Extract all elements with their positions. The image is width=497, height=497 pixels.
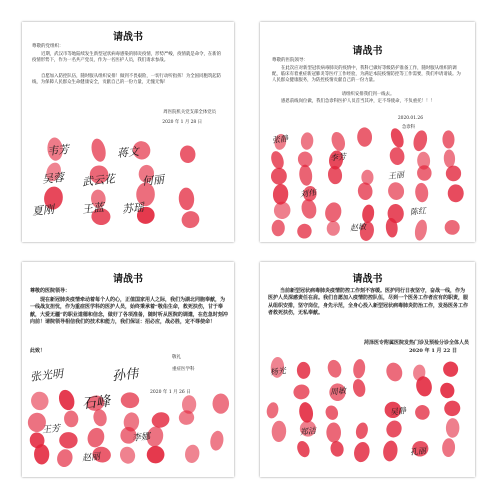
- fingerprint-mark: [388, 146, 405, 166]
- letter-body: 此致！: [30, 348, 46, 354]
- letter-date: 2020 年 1 月 28 日: [162, 120, 202, 125]
- handwritten-signature: 石峰: [81, 393, 111, 413]
- fingerprint-mark: [271, 420, 286, 442]
- letter-date: 2020.01.26: [397, 116, 423, 121]
- handwritten-signature: 吴蓉: [41, 170, 65, 187]
- handwritten-signature: 武云花: [81, 172, 116, 189]
- fingerprint-mark: [446, 418, 460, 438]
- fingerprint-mark: [351, 378, 366, 398]
- fingerprint-mark: [292, 383, 311, 401]
- letter-title: 请战书: [352, 46, 383, 57]
- fingerprint-mark: [352, 359, 366, 380]
- fingerprint-mark: [150, 410, 172, 430]
- handwritten-signature: 孔丽: [409, 446, 427, 457]
- handwritten-signature: 韦芳: [46, 142, 70, 159]
- fingerprint-mark: [384, 418, 404, 439]
- fingerprint-mark: [329, 440, 345, 458]
- letter-body: 近期，武汉市等地陆续发生新型冠状病毒感染的肺炎疫情，形势严峻，疫情就是命令，在新的疫情形势下，作为一名共产党员，作为一名医护人员，我们请求参战。: [32, 52, 222, 63]
- fingerprint-mark: [442, 399, 462, 418]
- handwritten-signature: 蒋文: [116, 144, 140, 161]
- fingerprint-mark: [413, 219, 428, 242]
- letter-body: 感恩前线岗位做，我们急诊科医护人员首当其冲，定不辱使命，不负重托！！！: [281, 99, 435, 104]
- fingerprint-mark: [387, 181, 406, 202]
- fingerprint-mark: [89, 137, 107, 163]
- fingerprint-mark: [327, 165, 343, 185]
- letter-2: [260, 22, 475, 242]
- letter-signer: 菏泽医专附属医院发热门诊及预检分诊全体人员: [363, 340, 469, 346]
- letter-1: [22, 22, 234, 242]
- fingerprint-mark: [269, 150, 286, 171]
- fingerprint-mark: [324, 404, 340, 422]
- fingerprint-mark: [209, 430, 225, 452]
- letter-body: 在此次应对新型冠状病毒肺炎的疫情中，我科已做好等级防护准备工作，随时服从组织的调配，临床有着重症新冠肺炎等医疗工作经验，为满足本院疫情防控等工作需要，我们申请请战。为人民群众健康服务，为防控疫情贡献自己的一份力量。: [272, 66, 461, 83]
- fingerprint-mark: [442, 438, 456, 458]
- fingerprint-mark: [265, 401, 279, 419]
- fingerprint-mark: [271, 220, 285, 237]
- handwritten-signature: 王蓝: [81, 200, 105, 217]
- handwritten-signature: 李娜: [131, 432, 151, 444]
- fingerprint-mark: [179, 209, 202, 231]
- handwritten-signature: 杨光: [269, 366, 287, 377]
- fingerprint-mark: [448, 184, 464, 202]
- fingerprint-mark: [179, 145, 196, 164]
- handwritten-signature: 夏刚: [31, 202, 55, 219]
- fingerprint-mark: [297, 362, 311, 379]
- fingerprint-mark: [388, 127, 406, 150]
- handwritten-signature: 周敏: [329, 386, 347, 397]
- fingerprint-mark: [329, 130, 347, 152]
- handwritten-signature: 王芳: [41, 424, 61, 436]
- fingerprint-mark: [29, 390, 50, 412]
- fingerprint-mark: [326, 220, 341, 236]
- fingerprint-mark: [414, 182, 429, 203]
- fingerprint-mark: [326, 358, 343, 379]
- fingerprint-mark: [295, 222, 313, 240]
- fingerprint-mark: [357, 182, 373, 201]
- handwritten-signature: 张静: [271, 134, 289, 145]
- fingerprint-mark: [445, 165, 462, 182]
- letter-body: 请组织安排我们到一线去。: [341, 92, 395, 97]
- handwritten-signature: 吴静: [389, 406, 407, 417]
- handwritten-signature: 李芳: [329, 152, 347, 163]
- fingerprints: [260, 22, 475, 242]
- letter-3: [22, 262, 234, 477]
- fingerprint-mark: [326, 422, 341, 442]
- fingerprint-mark: [384, 360, 405, 383]
- fingerprint-mark: [411, 129, 429, 153]
- letter-greeting: 尊敬的党组织：: [32, 44, 64, 49]
- letter-date: 2020 年 1 月 26 日: [150, 390, 191, 395]
- fingerprint-mark: [354, 421, 369, 440]
- fingerprint-mark: [441, 360, 460, 379]
- fingerprint-mark: [417, 165, 432, 181]
- handwritten-signature: 刘伟: [299, 188, 317, 199]
- letter-title: 请战书: [352, 274, 383, 285]
- fingerprint-mark: [273, 201, 292, 221]
- fingerprint-mark: [63, 410, 79, 428]
- fingerprint-mark: [184, 444, 201, 464]
- letter-body: 当前新型冠状病毒肺炎疫情防控工作刻不容缓。医护同行日夜坚守，奋战一线，作为医护人员深感责任在肩。我们自愿加入疫情防控队伍，尽到一个医务工作者应有的职责，服从组织安排，坚守岗位，身先示范，全身心投入新型冠状病毒肺炎防治工作，发扬医务工作者救死扶伤，无私奉献。: [268, 288, 469, 316]
- fingerprint-mark: [145, 444, 167, 466]
- fingerprint-mark: [59, 432, 78, 448]
- fingerprint-mark: [443, 149, 455, 168]
- handwritten-signature: 赵丽: [81, 452, 101, 464]
- fingerprint-mark: [298, 164, 313, 186]
- letter-title: 请战书: [113, 274, 143, 285]
- fingerprint-mark: [118, 445, 137, 466]
- fingerprint-mark: [357, 127, 372, 147]
- fingerprint-mark: [439, 381, 456, 399]
- handwritten-signature: 张光明: [29, 367, 64, 384]
- fingerprint-mark: [55, 447, 75, 469]
- handwritten-signature: 郑洁: [299, 426, 317, 437]
- fingerprints: [260, 262, 475, 477]
- fingerprint-mark: [323, 201, 343, 224]
- handwritten-signature: 陈红: [409, 206, 427, 217]
- letter-body: 自愿加入防控队伍，随时服从组织安排！做到不畏艰险，一切行动听指挥！为全国同胞筑起防线，为保障人民群众生命健康安全，贡献自己的一份力量，无愧无悔！: [32, 74, 222, 85]
- fingerprint-mark: [270, 167, 287, 185]
- fingerprint-mark: [298, 401, 315, 424]
- fingerprint-mark: [120, 392, 139, 408]
- letter-body: 敬礼: [172, 355, 181, 360]
- fingerprint-mark: [178, 187, 195, 210]
- handwritten-signature: 赵敏: [349, 222, 367, 233]
- letter-signer: 周医院机关党支部全体党员: [163, 110, 216, 115]
- fingerprint-mark: [413, 403, 431, 421]
- letter-title: 请战书: [113, 32, 143, 43]
- letter-signer: 急诊科: [401, 125, 415, 130]
- handwritten-signature: 孙伟: [111, 366, 139, 385]
- letter-4: [260, 262, 475, 477]
- fingerprint-mark: [56, 388, 77, 412]
- fingerprint-mark: [295, 439, 312, 459]
- handwritten-signature: 苏瑶: [121, 200, 145, 217]
- fingerprint-mark: [444, 220, 460, 235]
- letter-signer: 重症医学科: [172, 367, 195, 372]
- letter-date: 2020 年 1 月 22 日: [408, 348, 457, 354]
- fingerprint-mark: [442, 130, 454, 148]
- letter-greeting: 尊敬的医院领导：: [30, 288, 71, 294]
- fingerprint-mark: [300, 198, 319, 221]
- fingerprint-mark: [352, 440, 371, 463]
- handwritten-signature: 王丽: [387, 170, 405, 181]
- fingerprint-mark: [212, 393, 229, 413]
- letter-body: 现在新冠肺炎疫情牵动着每个人的心，正值国家用人之际，我们为湖北同胞奉献，为一线战友担忧，作为重症医学科的医护人员，始终秉承着“敬佑生命，救死扶伤，甘于奉献，大爱无疆”的职业道德和信念，做好了各项准备，随时听从医院的调遣，在危急时刻冲向前！请院领导相信我们的技术和能力，我们保证：招必应，战必胜，定不辱使命！: [30, 297, 228, 325]
- fingerprint-mark: [382, 440, 399, 463]
- fingerprint-mark: [85, 426, 107, 450]
- letter-greeting: 尊敬的医院领导：: [272, 58, 308, 63]
- fingerprint-mark: [300, 132, 314, 150]
- handwritten-signature: 何丽: [141, 172, 165, 189]
